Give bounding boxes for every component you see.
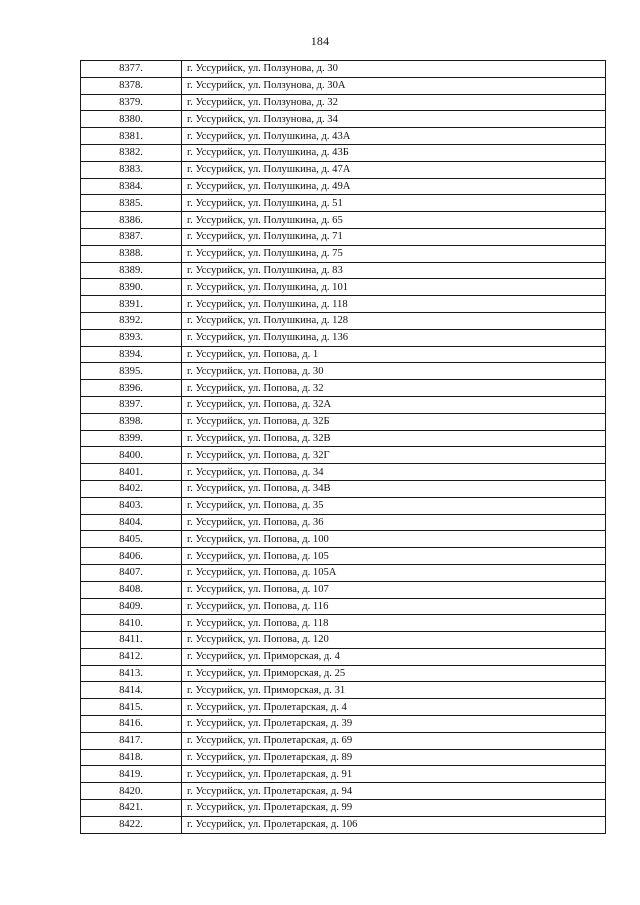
row-number-cell: 8391.: [81, 296, 182, 313]
row-number-cell: 8380.: [81, 111, 182, 128]
address-cell: г. Уссурийск, ул. Пролетарская, д. 94: [182, 783, 606, 800]
row-number-cell: 8399.: [81, 430, 182, 447]
table-row: [81, 346, 606, 363]
row-number-cell: 8406.: [81, 548, 182, 565]
table-row: [81, 682, 606, 699]
table-row: [81, 329, 606, 346]
address-cell: г. Уссурийск, ул. Попова, д. 118: [182, 615, 606, 632]
row-number-cell: 8409.: [81, 598, 182, 615]
address-cell: г. Уссурийск, ул. Пролетарская, д. 99: [182, 800, 606, 817]
address-cell: г. Уссурийск, ул. Полушкина, д. 128: [182, 312, 606, 329]
address-cell: г. Уссурийск, ул. Пролетарская, д. 91: [182, 766, 606, 783]
table-row: [81, 732, 606, 749]
table-row: [81, 447, 606, 464]
table-row: [81, 296, 606, 313]
table-row: [81, 816, 606, 833]
address-cell: г. Уссурийск, ул. Ползунова, д. 32: [182, 94, 606, 111]
table-row: [81, 77, 606, 94]
table-row: [81, 548, 606, 565]
address-cell: г. Уссурийск, ул. Попова, д. 30: [182, 363, 606, 380]
row-number-cell: 8386.: [81, 212, 182, 229]
table-row: [81, 598, 606, 615]
table-row: [81, 632, 606, 649]
address-cell: г. Уссурийск, ул. Попова, д. 1: [182, 346, 606, 363]
address-cell: г. Уссурийск, ул. Попова, д. 116: [182, 598, 606, 615]
table-row: [81, 128, 606, 145]
row-number-cell: 8408.: [81, 581, 182, 598]
row-number-cell: 8388.: [81, 245, 182, 262]
address-cell: г. Уссурийск, ул. Ползунова, д. 30: [182, 61, 606, 78]
address-cell: г. Уссурийск, ул. Полушкина, д. 101: [182, 279, 606, 296]
table-row: [81, 564, 606, 581]
address-cell: г. Уссурийск, ул. Приморская, д. 31: [182, 682, 606, 699]
address-cell: г. Уссурийск, ул. Попова, д. 107: [182, 581, 606, 598]
row-number-cell: 8420.: [81, 783, 182, 800]
row-number-cell: 8418.: [81, 749, 182, 766]
table-row: [81, 699, 606, 716]
row-number-cell: 8415.: [81, 699, 182, 716]
table-row: [81, 716, 606, 733]
address-cell: г. Уссурийск, ул. Полушкина, д. 49А: [182, 178, 606, 195]
address-cell: г. Уссурийск, ул. Пролетарская, д. 69: [182, 732, 606, 749]
table-row: [81, 464, 606, 481]
row-number-cell: 8392.: [81, 312, 182, 329]
row-number-cell: 8419.: [81, 766, 182, 783]
address-cell: г. Уссурийск, ул. Попова, д. 34В: [182, 480, 606, 497]
row-number-cell: 8383.: [81, 161, 182, 178]
table-row: [81, 480, 606, 497]
row-number-cell: 8381.: [81, 128, 182, 145]
address-cell: г. Уссурийск, ул. Полушкина, д. 51: [182, 195, 606, 212]
address-cell: г. Уссурийск, ул. Полушкина, д. 136: [182, 329, 606, 346]
table-row: [81, 279, 606, 296]
row-number-cell: 8384.: [81, 178, 182, 195]
row-number-cell: 8414.: [81, 682, 182, 699]
table-row: [81, 228, 606, 245]
row-number-cell: 8413.: [81, 665, 182, 682]
address-cell: г. Уссурийск, ул. Полушкина, д. 43А: [182, 128, 606, 145]
table-row: [81, 413, 606, 430]
address-cell: г. Уссурийск, ул. Попова, д. 32: [182, 380, 606, 397]
row-number-cell: 8387.: [81, 228, 182, 245]
row-number-cell: 8390.: [81, 279, 182, 296]
address-cell: г. Уссурийск, ул. Приморская, д. 25: [182, 665, 606, 682]
address-cell: г. Уссурийск, ул. Попова, д. 120: [182, 632, 606, 649]
row-number-cell: 8417.: [81, 732, 182, 749]
row-number-cell: 8385.: [81, 195, 182, 212]
address-cell: г. Уссурийск, ул. Попова, д. 35: [182, 497, 606, 514]
row-number-cell: 8389.: [81, 262, 182, 279]
address-cell: г. Уссурийск, ул. Полушкина, д. 47А: [182, 161, 606, 178]
row-number-cell: 8379.: [81, 94, 182, 111]
table-row: [81, 581, 606, 598]
row-number-cell: 8378.: [81, 77, 182, 94]
table-row: [81, 380, 606, 397]
table-row: [81, 648, 606, 665]
address-cell: г. Уссурийск, ул. Полушкина, д. 118: [182, 296, 606, 313]
row-number-cell: 8397.: [81, 396, 182, 413]
table-row: [81, 531, 606, 548]
row-number-cell: 8411.: [81, 632, 182, 649]
table-row: [81, 430, 606, 447]
table-row: [81, 212, 606, 229]
address-cell: г. Уссурийск, ул. Пролетарская, д. 4: [182, 699, 606, 716]
table-row: [81, 783, 606, 800]
address-cell: г. Уссурийск, ул. Пролетарская, д. 39: [182, 716, 606, 733]
row-number-cell: 8407.: [81, 564, 182, 581]
row-number-cell: 8377.: [81, 61, 182, 78]
address-cell: г. Уссурийск, ул. Попова, д. 32Г: [182, 447, 606, 464]
table-row: [81, 665, 606, 682]
address-cell: г. Уссурийск, ул. Ползунова, д. 30А: [182, 77, 606, 94]
table-row: [81, 800, 606, 817]
table-row: [81, 497, 606, 514]
address-cell: г. Уссурийск, ул. Попова, д. 32В: [182, 430, 606, 447]
table-row: [81, 144, 606, 161]
row-number-cell: 8393.: [81, 329, 182, 346]
row-number-cell: 8400.: [81, 447, 182, 464]
table-row: [81, 363, 606, 380]
table-row: [81, 514, 606, 531]
row-number-cell: 8401.: [81, 464, 182, 481]
address-cell: г. Уссурийск, ул. Попова, д. 32Б: [182, 413, 606, 430]
address-cell: г. Уссурийск, ул. Попова, д. 105: [182, 548, 606, 565]
row-number-cell: 8395.: [81, 363, 182, 380]
table-row: [81, 766, 606, 783]
row-number-cell: 8396.: [81, 380, 182, 397]
address-cell: г. Уссурийск, ул. Полушкина, д. 65: [182, 212, 606, 229]
address-cell: г. Уссурийск, ул. Пролетарская, д. 89: [182, 749, 606, 766]
address-cell: г. Уссурийск, ул. Ползунова, д. 34: [182, 111, 606, 128]
row-number-cell: 8398.: [81, 413, 182, 430]
address-cell: г. Уссурийск, ул. Попова, д. 32А: [182, 396, 606, 413]
row-number-cell: 8410.: [81, 615, 182, 632]
row-number-cell: 8403.: [81, 497, 182, 514]
table-row: [81, 61, 606, 78]
table-row: [81, 161, 606, 178]
address-cell: г. Уссурийск, ул. Попова, д. 105А: [182, 564, 606, 581]
address-cell: г. Уссурийск, ул. Пролетарская, д. 106: [182, 816, 606, 833]
address-cell: г. Уссурийск, ул. Попова, д. 34: [182, 464, 606, 481]
row-number-cell: 8404.: [81, 514, 182, 531]
table-row: [81, 262, 606, 279]
address-cell: г. Уссурийск, ул. Полушкина, д. 83: [182, 262, 606, 279]
address-table-body: [81, 61, 606, 834]
table-row: [81, 396, 606, 413]
table-row: [81, 178, 606, 195]
row-number-cell: 8421.: [81, 800, 182, 817]
address-cell: г. Уссурийск, ул. Полушкина, д. 43Б: [182, 144, 606, 161]
table-row: [81, 245, 606, 262]
table-row: [81, 195, 606, 212]
row-number-cell: 8412.: [81, 648, 182, 665]
address-cell: г. Уссурийск, ул. Полушкина, д. 71: [182, 228, 606, 245]
table-row: [81, 111, 606, 128]
row-number-cell: 8402.: [81, 480, 182, 497]
table-row: [81, 94, 606, 111]
address-cell: г. Уссурийск, ул. Попова, д. 100: [182, 531, 606, 548]
row-number-cell: 8394.: [81, 346, 182, 363]
address-cell: г. Уссурийск, ул. Попова, д. 36: [182, 514, 606, 531]
row-number-cell: 8422.: [81, 816, 182, 833]
address-cell: г. Уссурийск, ул. Приморская, д. 4: [182, 648, 606, 665]
row-number-cell: 8416.: [81, 716, 182, 733]
page-number: 184: [310, 34, 330, 48]
address-table: [80, 60, 606, 834]
table-row: [81, 312, 606, 329]
row-number-cell: 8405.: [81, 531, 182, 548]
table-row: [81, 749, 606, 766]
table-row: [81, 615, 606, 632]
address-cell: г. Уссурийск, ул. Полушкина, д. 75: [182, 245, 606, 262]
row-number-cell: 8382.: [81, 144, 182, 161]
